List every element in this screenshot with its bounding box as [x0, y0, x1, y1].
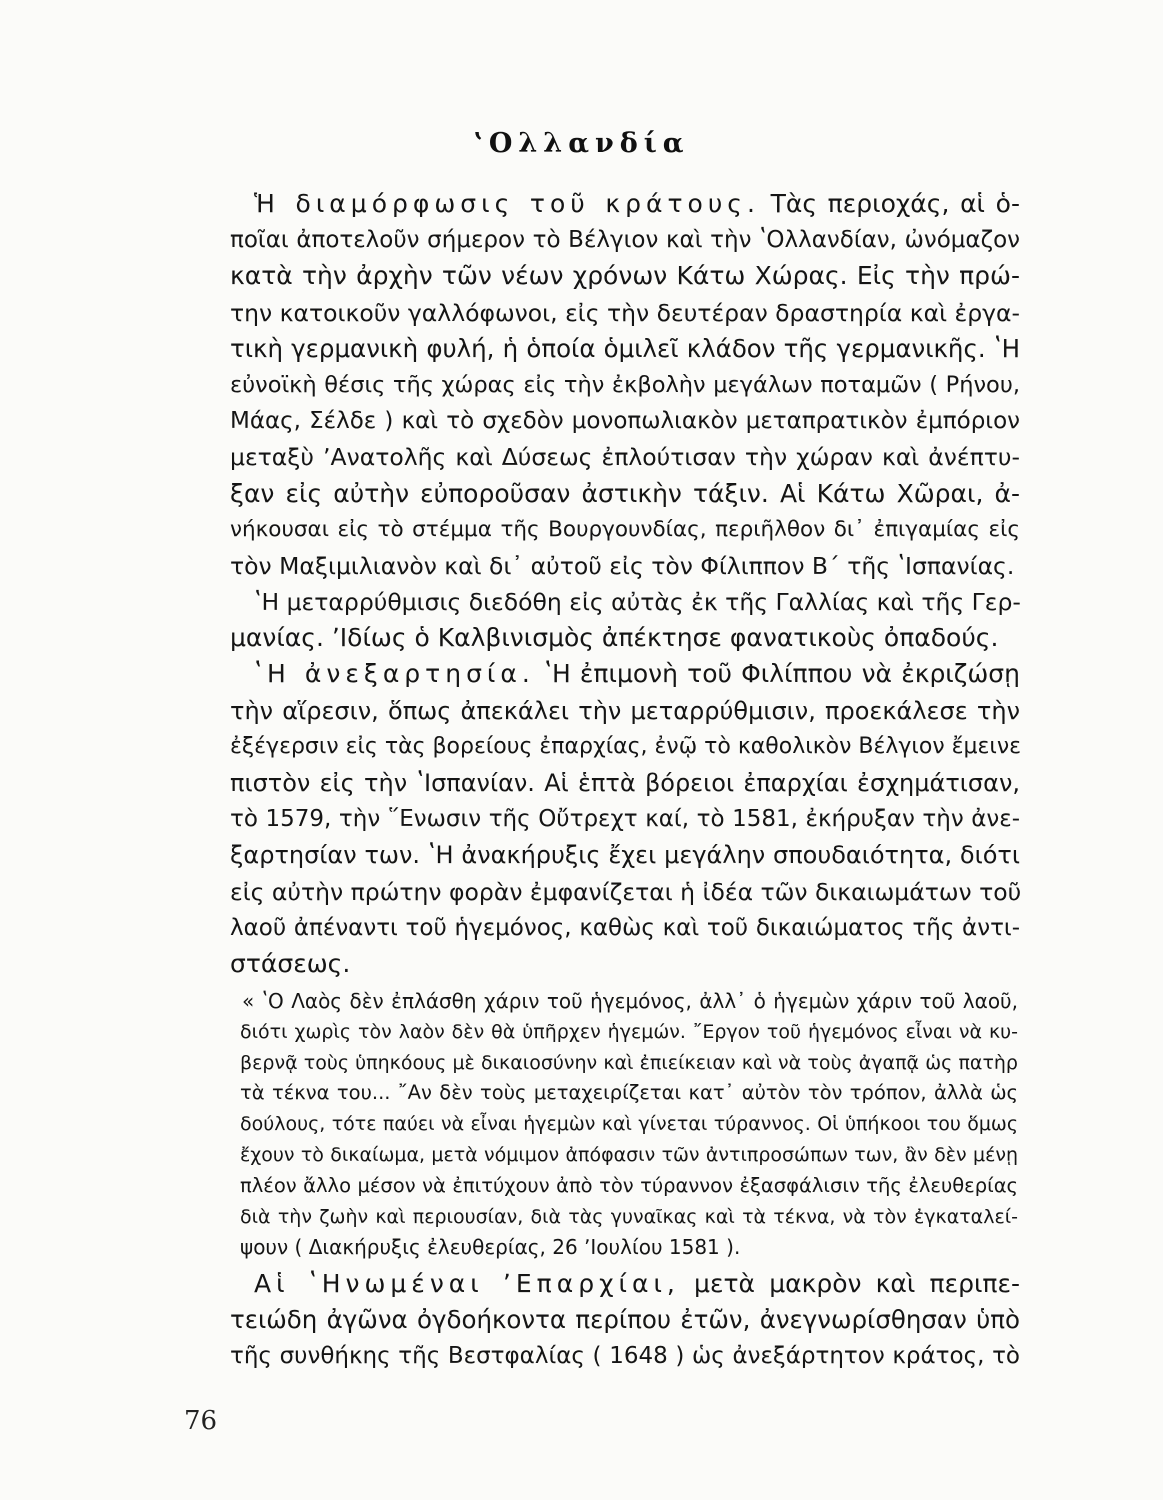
- text-line: ποῖαι ἀποτελοῦν σήμερον τὸ Βέλγιον καὶ τὴν ʽΟλλανδίαν, ὠνόμαζον: [230, 227, 1020, 254]
- text-line: ʽΗ ἀνεξαρτησία. ʽΗ ἐπιμονὴ τοῦ Φιλίππου νὰ ἐκριζώσῃ: [254, 659, 1020, 689]
- text-line: τῆς συνθήκης τῆς Βεστφαλίας ( 1648 ) ὡς ἀνεξάρτητον κράτος, τὸ: [230, 1343, 1020, 1370]
- text-line: Μάας, Σέλδε ) καὶ τὸ σχεδὸν μονοπωλιακὸν μεταπρατικὸν ἐμπόριον: [230, 408, 1020, 435]
- quote-line: πλέον ἄλλο μέσον νὰ ἐπιτύχουν ἀπὸ τὸν τύραννον ἐξασφάλισιν τῆς ἐλευθερίας: [240, 1173, 1018, 1197]
- text-line: πιστὸν εἰς τὴν ʽΙσπανίαν. Αἱ ἑπτὰ βόρειοι ἐπαρχίαι ἐσχημάτισαν,: [230, 769, 1020, 797]
- text-line: κατὰ τὴν ἀρχὴν τῶν νέων χρόνων Κάτω Χώρας. Εἰς τὴν πρώ-: [230, 261, 1020, 291]
- quote-line: « ʽΟ Λαὸς δὲν ἐπλάσθη χάριν τοῦ ἡγεμόνος, ἀλλ᾽ ὁ ἡγεμὼν χάριν τοῦ λαοῦ,: [242, 989, 1018, 1013]
- page-title: ʽΟλλανδία: [473, 128, 690, 159]
- text-line: ξαν εἰς αὐτὴν εὐποροῦσαν ἀστικὴν τάξιν. Αἱ Κάτω Χῶραι, ἀ-: [230, 478, 1020, 508]
- text-line: τὸ 1579, τὴν ῞Ενωσιν τῆς Οὔτρεχτ καί, τὸ 1581, ἐκήρυξαν τὴν ἀνε-: [230, 806, 1020, 833]
- text-line: εὐνοϊκὴ θέσις τῆς χώρας εἰς τὴν ἐκβολὴν μεγάλων ποταμῶν ( Ρήνου,: [230, 371, 1020, 398]
- text-line: νήκουσαι εἰς τὸ στέμμα τῆς Βουργουνδίας, περιῆλθον δι᾽ ἐπιγαμίας εἰς: [230, 516, 1020, 542]
- text-line: ἐξέγερσιν εἰς τὰς βορείους ἐπαρχίας, ἐνῷ τὸ καθολικὸν Βέλγιον ἔμεινε: [230, 733, 1022, 759]
- text-line: Ἡ διαμόρφωσις τοῦ κράτους. Τὰς περιοχάς, αἱ ὁ-: [254, 189, 1020, 218]
- text-line: μεταξὺ ʼΑνατολῆς καὶ Δύσεως ἐπλούτισαν τὴν χώραν καὶ ἀνέπτυ-: [230, 443, 1020, 472]
- text-line: Αἱ ʽΗνωμέναι ʼΕπαρχίαι, μετὰ μακρὸν καὶ περιπε-: [254, 1269, 1020, 1298]
- main-text: [230, 186, 1020, 982]
- quote-line: ψουν ( Διακήρυξις ἐλευθερίας, 26 ʼΙουλίου 1581 ).: [240, 1235, 741, 1260]
- text-line: τὸν Μαξιμιλιανὸν καὶ δι᾽ αὐτοῦ εἰς τὸν Φίλιππον Β΄ τῆς ʽΙσπανίας.: [230, 551, 1015, 580]
- quote-line: δούλους, τότε παύει νὰ εἶναι ἡγεμὼν καὶ γίνεται τύραννος. Οἱ ὑπήκοοι του ὅμως: [240, 1113, 1018, 1136]
- text-line: μανίας. ʼΙδίως ὁ Καλβινισμὸς ἀπέκτησε φανατικοὺς ὀπαδούς.: [230, 623, 999, 653]
- text-line: στάσεως.: [230, 948, 351, 978]
- quote-line: διότι χωρὶς τὸν λαὸν δὲν θὰ ὑπῆρχεν ἡγεμών. ῎Εργον τοῦ ἡγεμόνος εἶναι νὰ κυ-: [240, 1020, 1018, 1043]
- text-line: τικὴ γερμανικὴ φυλή, ἡ ὁποία ὁμιλεῖ κλάδον τῆς γερμανικῆς. ʽΗ: [230, 333, 1020, 363]
- quote-line: τὰ τέκνα του... ῎Αν δὲν τοὺς μεταχειρίζεται κατ᾽ αὐτὸν τὸν τρόπον, ἀλλὰ ὡς: [240, 1081, 1018, 1105]
- text-line: τὴν αἵρεσιν, ὅπως ἀπεκάλει τὴν μεταρρύθμισιν, προεκάλεσε τὴν: [230, 696, 1020, 725]
- closing-text: [230, 1266, 1020, 1375]
- text-line: ξαρτησίαν των. ʽΗ ἀνακήρυξις ἔχει μεγάλην σπουδαιότητα, διότι: [230, 841, 1020, 870]
- text-line: ʽΗ μεταρρύθμισις διεδόθη εἰς αὐτὰς ἐκ τῆς Γαλλίας καὶ τῆς Γερ-: [254, 588, 1021, 617]
- quote-line: διὰ τὴν ζωὴν καὶ περιουσίαν, διὰ τὰς γυναῖκας καὶ τὰ τέκνα, νὰ τὸν ἐγκαταλεί-: [240, 1205, 1018, 1228]
- page-number: 76: [184, 1406, 218, 1436]
- quote-line: ἔχουν τὸ δικαίωμα, μετὰ νόμιμον ἀπόφασιν τῶν ἀντιπροσώπων των, ἂν δὲν μένῃ: [240, 1143, 1018, 1166]
- text-line: λαοῦ ἀπέναντι τοῦ ἡγεμόνος, καθὼς καὶ τοῦ δικαιώματος τῆς ἀντι-: [230, 914, 1020, 941]
- text-line: εἰς αὐτὴν πρώτην φορὰν ἐμφανίζεται ἡ ἰδέα τῶν δικαιωμάτων τοῦ: [230, 877, 1022, 906]
- quote-line: βερνᾷ τοὺς ὑπηκόους μὲ δικαιοσύνην καὶ ἐπιείκειαν καὶ νὰ τοὺς ἀγαπᾷ ὡς πατὴρ: [240, 1051, 1018, 1074]
- section-heading: ʽΗ ἀνεξαρτησία.: [254, 659, 535, 689]
- text-line: την κατοικοῦν γαλλόφωνοι, εἰς τὴν δευτέραν δραστηρία καὶ ἐργα-: [230, 298, 1020, 327]
- text-line: τειώδη ἀγῶνα ὀγδοήκοντα περίπου ἐτῶν, ἀνεγνωρίσθησαν ὑπὸ: [230, 1305, 1020, 1335]
- section-heading: Ἡ διαμόρφωσις τοῦ κράτους.: [254, 189, 760, 218]
- quoted-declaration: [240, 986, 1018, 1263]
- section-heading: Αἱ ʽΗνωμέναι ʼΕπαρχίαι,: [254, 1269, 680, 1298]
